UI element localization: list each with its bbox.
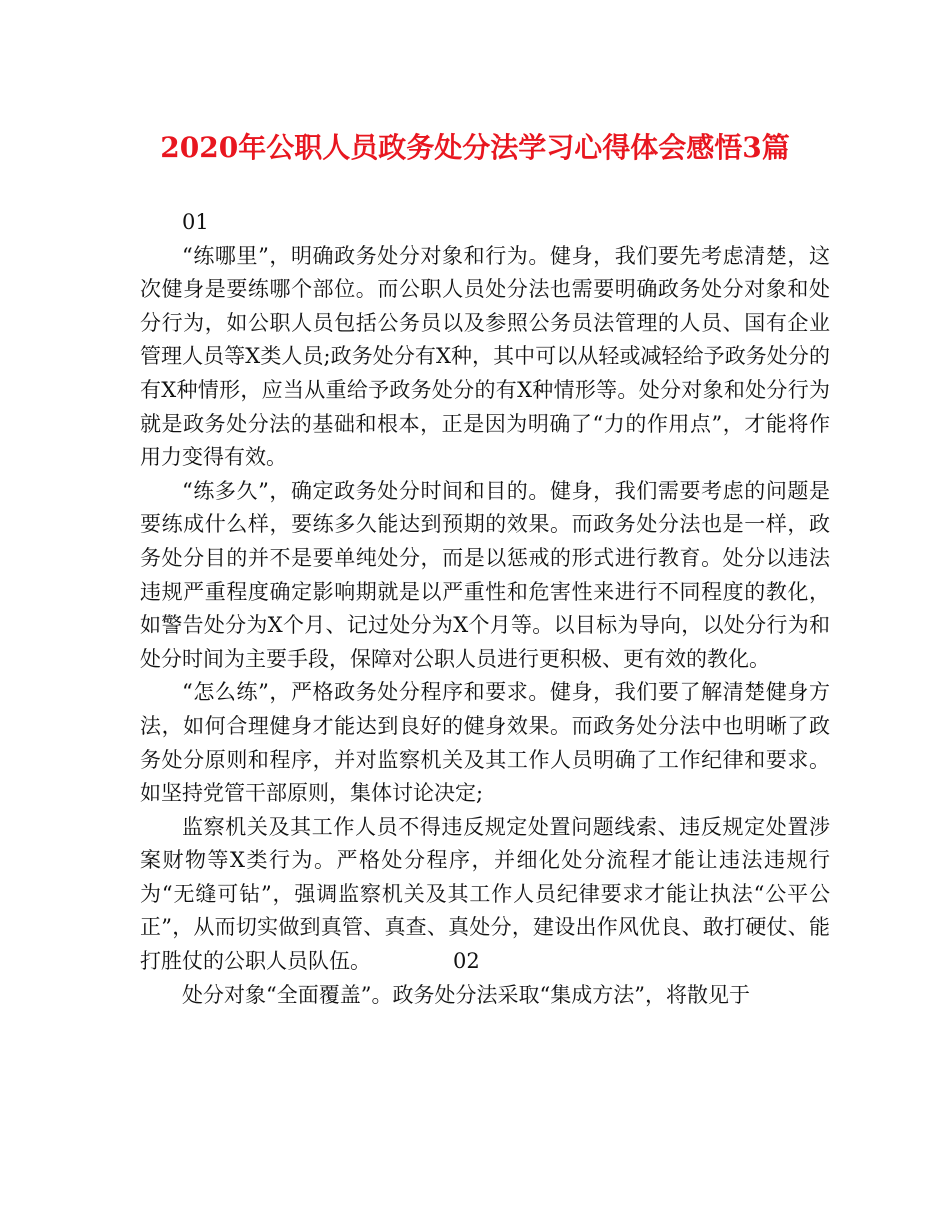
- document-body: [140, 206, 830, 1012]
- section-number: 01: [182, 210, 209, 234]
- section-number: 02: [453, 949, 480, 974]
- paragraph: “练多久”，确定政务处分时间和目的。健身，我们需要考虑的问题是要练成什么样，要练多久能达到预期的效果。而政务处分法也是一样，政务处分目的并不是要单纯处分，而是以惩戒的形式进行教育。处分以违法违规严重程度确定影响期就是以严重性和危害性来进行不同程度的教化，如警告处分为X个月、记过处分为X个月等。以目标为导向，以处分行为和处分时间为主要手段，保障对公职人员进行更积极、更有效的教化。: [140, 478, 830, 671]
- document-title: 2020年公职人员政务处分法学习心得体会感悟3篇: [160, 131, 790, 164]
- paragraph: “怎么练”，严格政务处分程序和要求。健身，我们要了解清楚健身方法，如何合理健身才能达到良好的健身效果。而政务处分法中也明晰了政务处分原则和程序，并对监察机关及其工作人员明确了工作纪律和要求。如坚持党管干部原则，集体讨论决定;: [140, 680, 830, 806]
- paragraph-text: 监察机关及其工作人员不得违反规定处置问题线索、违反规定处置涉案财物等X类行为。严格处分程序，并细化处分流程才能让违法违规行为“无缝可钻”，强调监察机关及其工作人员纪律要求才能让执法“公平公正”，从而切实做到真管、真查、真处分，建设出作风优良、敢打硬仗、能打胜仗的公职人员队伍。: [140, 814, 830, 974]
- paragraph: [140, 811, 830, 979]
- paragraph: 处分对象“全面覆盖”。政务处分法采取“集成方法”，将散见于: [182, 982, 750, 1007]
- paragraph: “练哪里”，明确政务处分对象和行为。健身，我们要先考虑清楚，这次健身是要练哪个部位。而公职人员处分法也需要明确政务处分对象和处分行为，如公职人员包括公务员以及参照公务员法管理的人员、国有企业管理人员等X类人员;政务处分有X种，其中可以从轻或减轻给予政务处分的有X种情形，应当从重给予政务处分的有X种情形等。处分对象和处分行为就是政务处分法的基础和根本，正是因为明确了“力的作用点”，才能将作用力变得有效。: [140, 243, 830, 470]
